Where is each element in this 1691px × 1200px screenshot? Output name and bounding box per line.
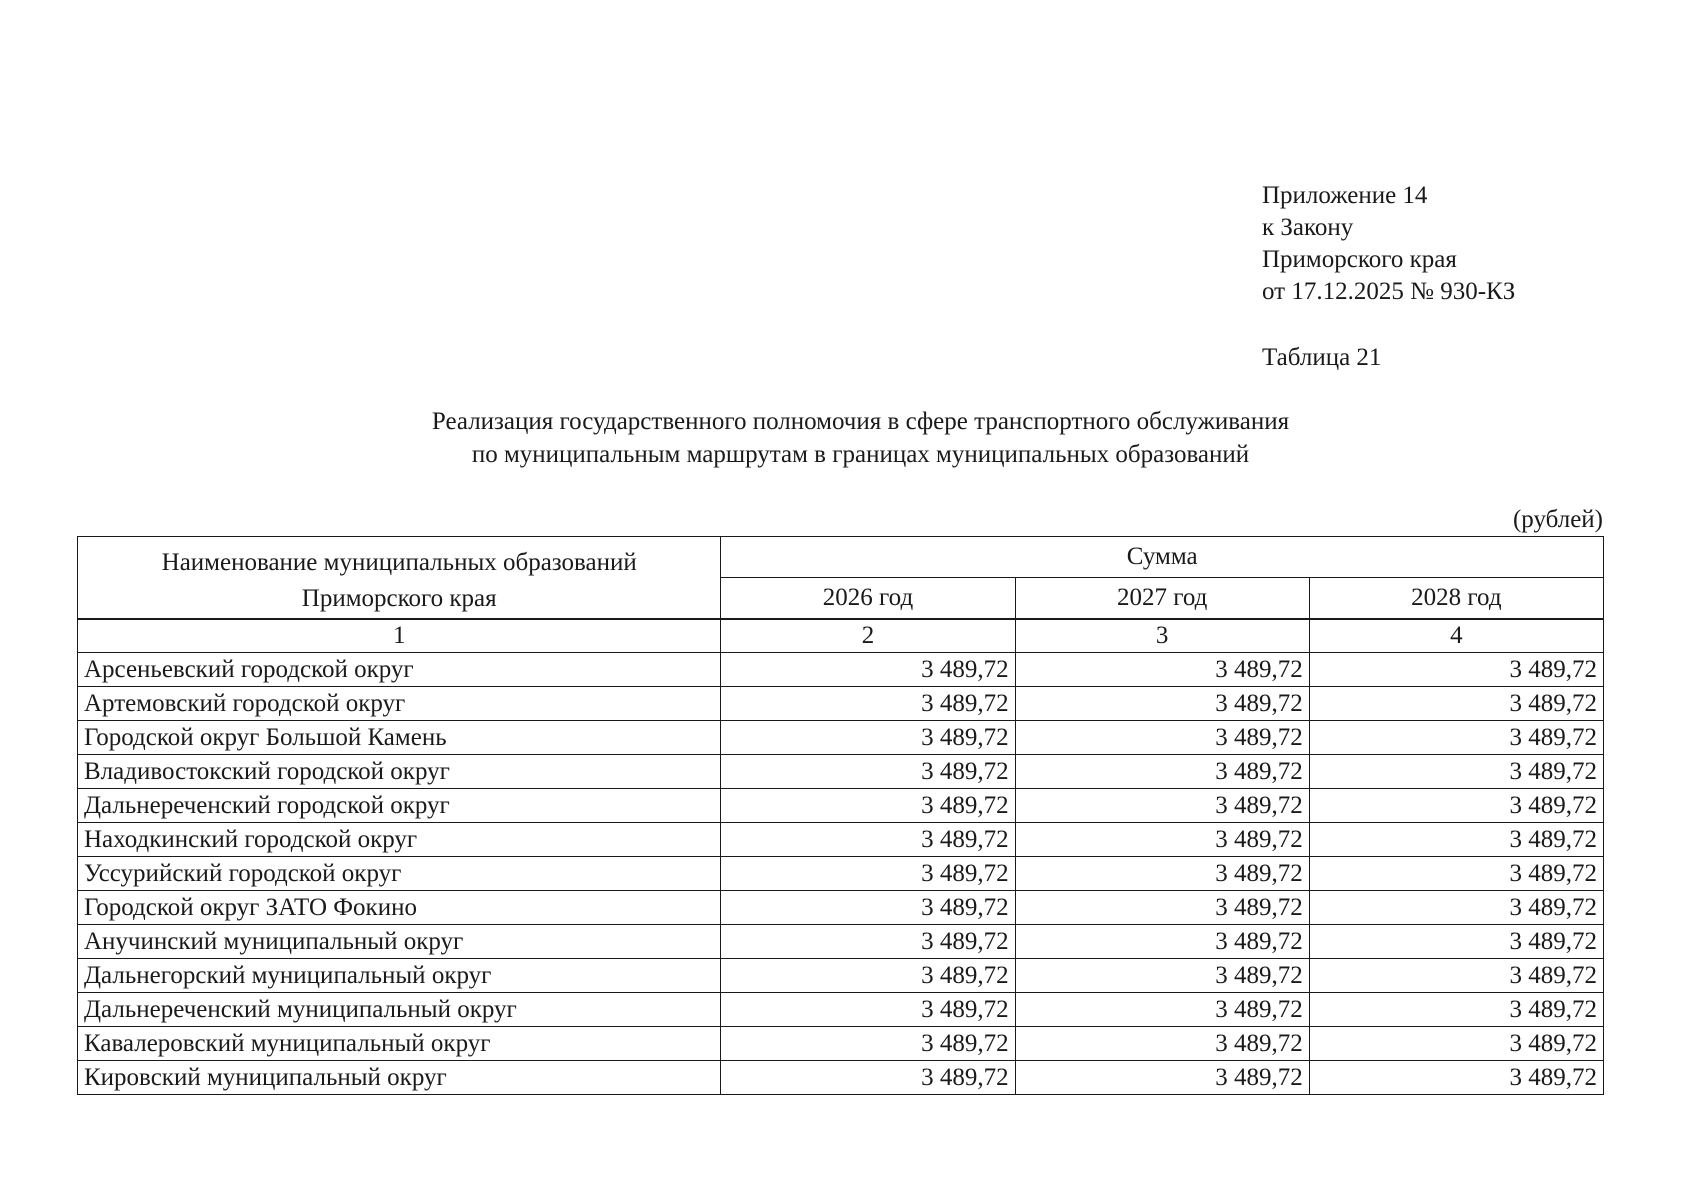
table-row	[78, 687, 1604, 721]
table-row	[78, 1061, 1604, 1095]
header-name-line: Приморского края	[301, 585, 497, 612]
amount-cell: 3 489,72	[1015, 1027, 1309, 1061]
amount-cell: 3 489,72	[1015, 1061, 1309, 1095]
amount-cell: 3 489,72	[721, 925, 1015, 959]
municipality-name-cell: Арсеньевский городской округ	[78, 653, 721, 687]
amount-cell: 3 489,72	[1015, 789, 1309, 823]
table-number: Таблица 21	[1262, 344, 1382, 371]
amount-cell: 3 489,72	[721, 993, 1015, 1027]
amount-cell: 3 489,72	[1309, 925, 1603, 959]
amount-cell: 3 489,72	[721, 823, 1015, 857]
table-row	[78, 653, 1604, 687]
municipality-name-cell: Анучинский муниципальный округ	[78, 925, 721, 959]
amount-cell: 3 489,72	[721, 891, 1015, 925]
amount-cell: 3 489,72	[721, 653, 1015, 687]
municipality-name-cell: Находкинский городской округ	[78, 823, 721, 857]
municipality-name-cell: Кировский муниципальный округ	[78, 1061, 721, 1095]
amount-cell: 3 489,72	[721, 721, 1015, 755]
title-line: Реализация государственного полномочия в сфере транспортного обслуживания	[431, 408, 1290, 435]
table-row	[78, 1027, 1604, 1061]
amount-cell: 3 489,72	[721, 687, 1015, 721]
amount-cell: 3 489,72	[1309, 755, 1603, 789]
column-number-cell: 2	[721, 619, 1015, 653]
column-number-row	[78, 619, 1604, 653]
municipality-name-cell: Владивостокский городской округ	[78, 755, 721, 789]
appendix-block	[1262, 180, 1515, 308]
amount-cell: 3 489,72	[721, 1027, 1015, 1061]
municipality-name-cell: Городской округ ЗАТО Фокино	[78, 891, 721, 925]
table-row	[78, 959, 1604, 993]
column-number-cell: 4	[1309, 619, 1603, 653]
amount-cell: 3 489,72	[1309, 687, 1603, 721]
appendix-line: Приморского края	[1262, 246, 1457, 273]
amount-cell: 3 489,72	[1015, 993, 1309, 1027]
amount-cell: 3 489,72	[1309, 1061, 1603, 1095]
amount-cell: 3 489,72	[721, 1061, 1015, 1095]
table-row	[78, 823, 1604, 857]
amount-cell: 3 489,72	[721, 789, 1015, 823]
amount-cell: 3 489,72	[1309, 653, 1603, 687]
amount-cell: 3 489,72	[1015, 653, 1309, 687]
document-title	[0, 405, 1691, 471]
units-label: (рублей)	[1512, 506, 1603, 533]
amount-cell: 3 489,72	[1015, 925, 1309, 959]
amount-cell: 3 489,72	[1015, 687, 1309, 721]
amount-cell: 3 489,72	[721, 857, 1015, 891]
amount-cell: 3 489,72	[1309, 1027, 1603, 1061]
appendix-line: Приложение 14	[1262, 182, 1428, 209]
header-sum-cell: Сумма	[721, 537, 1604, 578]
municipality-name-cell: Кавалеровский муниципальный округ	[78, 1027, 721, 1061]
header-name-line: Наименование муниципальных образований	[161, 549, 637, 576]
table-row	[78, 789, 1604, 823]
municipality-name-cell: Уссурийский городской округ	[78, 857, 721, 891]
header-name-cell	[78, 537, 721, 620]
title-line: по муниципальным маршрутам в границах муниципальных образований	[471, 441, 1250, 468]
column-number-cell: 1	[78, 619, 721, 653]
table-row	[78, 891, 1604, 925]
amount-cell: 3 489,72	[721, 755, 1015, 789]
table-row	[78, 755, 1604, 789]
table-row	[78, 857, 1604, 891]
amount-cell: 3 489,72	[721, 959, 1015, 993]
appendix-line: к Закону	[1262, 214, 1354, 241]
amount-cell: 3 489,72	[1309, 891, 1603, 925]
amount-cell: 3 489,72	[1015, 721, 1309, 755]
header-year-cell: 2027 год	[1015, 578, 1309, 620]
header-row	[78, 537, 1604, 578]
table-row	[78, 925, 1604, 959]
amount-cell: 3 489,72	[1309, 823, 1603, 857]
appendix-line: от 17.12.2025 № 930-КЗ	[1262, 278, 1516, 305]
amount-cell: 3 489,72	[1309, 789, 1603, 823]
amount-cell: 3 489,72	[1309, 721, 1603, 755]
amount-cell: 3 489,72	[1309, 857, 1603, 891]
municipality-name-cell: Городской округ Большой Камень	[78, 721, 721, 755]
table-row	[78, 993, 1604, 1027]
municipality-name-cell: Дальнегорский муниципальный округ	[78, 959, 721, 993]
column-number-cell: 3	[1015, 619, 1309, 653]
amount-cell: 3 489,72	[1015, 857, 1309, 891]
amount-cell: 3 489,72	[1015, 891, 1309, 925]
amount-cell: 3 489,72	[1015, 823, 1309, 857]
amount-cell: 3 489,72	[1015, 755, 1309, 789]
municipality-name-cell: Дальнереченский муниципальный округ	[78, 993, 721, 1027]
municipality-name-cell: Артемовский городской округ	[78, 687, 721, 721]
header-year-cell: 2026 год	[721, 578, 1015, 620]
amount-cell: 3 489,72	[1015, 959, 1309, 993]
amount-cell: 3 489,72	[1309, 959, 1603, 993]
header-year-cell: 2028 год	[1309, 578, 1603, 620]
table-row	[78, 721, 1604, 755]
amount-cell: 3 489,72	[1309, 993, 1603, 1027]
data-table	[77, 536, 1604, 1095]
municipality-name-cell: Дальнереченский городской округ	[78, 789, 721, 823]
